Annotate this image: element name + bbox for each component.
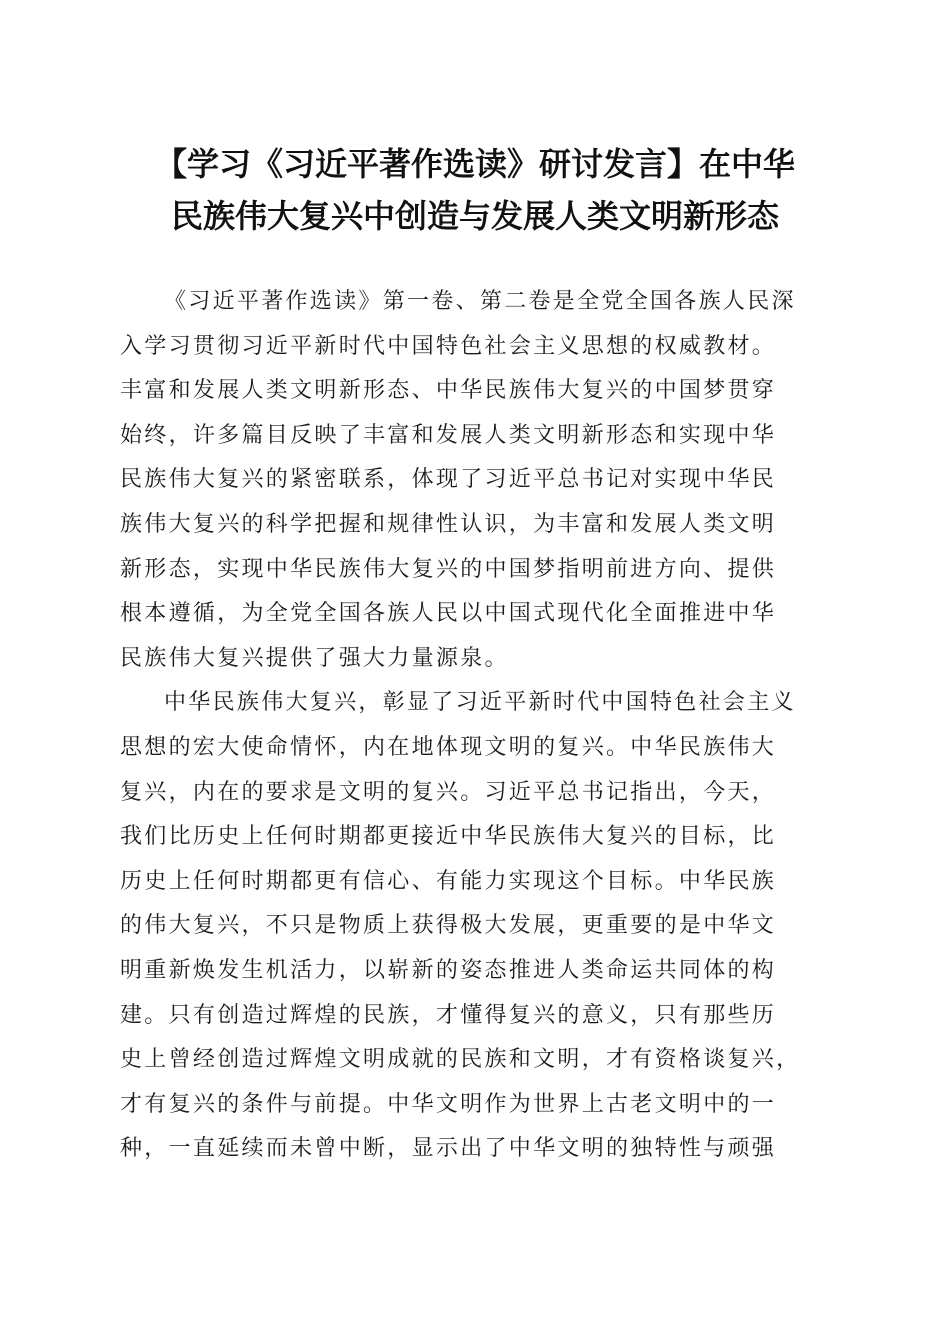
paragraph-line: 我们比历史上任何时期都更接近中华民族伟大复兴的目标，比 [120, 824, 777, 850]
paragraph-line: 民族伟大复兴的紧密联系，体现了习近平总书记对实现中华民 [120, 467, 777, 493]
paragraph-2 [120, 681, 840, 1172]
paragraph-line: 民族伟大复兴提供了强大力量源泉。 [120, 645, 509, 671]
paragraph-line: 明重新焕发生机活力，以崭新的姿态推进人类命运共同体的构 [120, 957, 777, 983]
paragraph-line: 才有复兴的条件与前提。中华文明作为世界上古老文明中的一 [120, 1091, 777, 1117]
paragraph-line: 复兴，内在的要求是文明的复兴。习近平总书记指出，今天， [120, 779, 777, 805]
paragraph-line: 的伟大复兴，不只是物质上获得极大发展，更重要的是中华文 [120, 913, 777, 939]
paragraph-line: 《习近平著作选读》第一卷、第二卷是全党全国各族人民深 [164, 289, 796, 314]
paragraph-line: 中华民族伟大复兴，彰显了习近平新时代中国特色社会主义 [164, 690, 796, 716]
paragraph-line: 入学习贯彻习近平新时代中国特色社会主义思想的权威教材。 [120, 333, 777, 359]
paragraph-line: 族伟大复兴的科学把握和规律性认识，为丰富和发展人类文明 [120, 511, 777, 537]
paragraph-line: 种，一直延续而未曾中断，显示出了中华文明的独特性与顽强 [120, 1136, 777, 1162]
paragraph-line: 思想的宏大使命情怀，内在地体现文明的复兴。中华民族伟大 [120, 734, 777, 760]
paragraph-line: 根本遵循，为全党全国各族人民以中国式现代化全面推进中华 [120, 601, 777, 627]
paragraph-line: 丰富和发展人类文明新形态、中华民族伟大复兴的中国梦贯穿 [120, 378, 777, 404]
paragraph-line: 新形态，实现中华民族伟大复兴的中国梦指明前进方向、提供 [120, 556, 777, 582]
title-line: 【学习《习近平著作选读》研讨发言】在中华 [154, 145, 795, 183]
document-body [120, 280, 840, 1172]
paragraph-line: 史上曾经创造过辉煌文明成就的民族和文明，才有资格谈复兴， [120, 1047, 801, 1073]
document-title [110, 138, 840, 242]
paragraph-line: 历史上任何时期都更有信心、有能力实现这个目标。中华民族 [120, 868, 777, 894]
title-line: 民族伟大复兴中创造与发展人类文明新形态 [170, 197, 779, 235]
paragraph-line: 建。只有创造过辉煌的民族，才懂得复兴的意义，只有那些历 [120, 1002, 777, 1028]
paragraph-1 [120, 280, 840, 681]
paragraph-line: 始终，许多篇目反映了丰富和发展人类文明新形态和实现中华 [120, 422, 777, 448]
